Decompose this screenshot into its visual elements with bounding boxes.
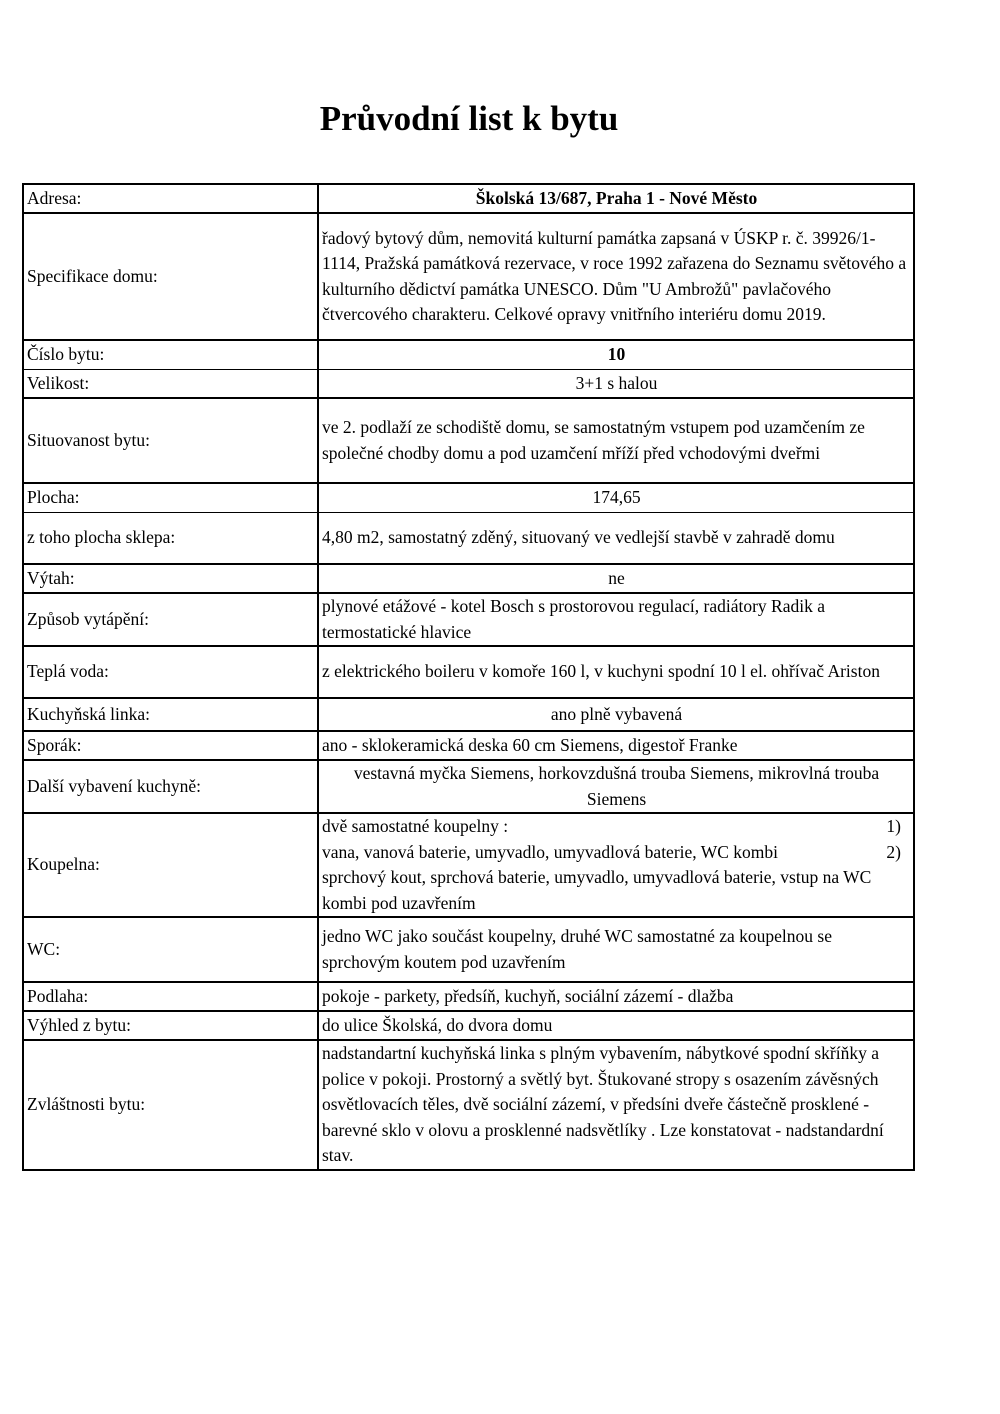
label-features: Zvláštnosti bytu: <box>23 1040 318 1170</box>
value-kitchen-unit: ano plně vybavená <box>318 698 914 731</box>
bathroom-line-1-text: dvě samostatné koupelny : <box>322 816 509 836</box>
row-heating <box>23 593 914 646</box>
value-features: nadstandartní kuchyňská linka s plným vybavením, nábytkové spodní skříňky a police v pokoji. Prostorný a světlý byt. Štukované stropy s osazením závěsných osvětlovacích těles, dvě sociální zázemí, v předsíni dveře částečně prosklené - barevné sklo v olovu a prosklenné nadsvětlíky . Lze konstatovat - nadstandardní stav. <box>318 1040 914 1170</box>
row-stove <box>23 731 914 760</box>
row-bathroom <box>23 813 914 917</box>
value-hot-water: z elektrického boileru v komoře 160 l, v kuchyni spodní 10 l el. ohřívač Ariston <box>318 646 914 698</box>
bathroom-line-1 <box>322 814 911 840</box>
value-view: do ulice Školská, do dvora domu <box>318 1011 914 1040</box>
value-stove: ano - sklokeramická deska 60 cm Siemens, digestoř Franke <box>318 731 914 760</box>
value-house-spec: řadový bytový dům, nemovitá kulturní památka zapsaná v ÚSKP r. č. 39926/1-1114, Pražská památková rezervace, v roce 1992 zařazena do Seznamu světového a kulturního dědictví památka UNESCO. Dům "U Ambrožů" pavlačového čtvercového charakteru. Celkové opravy vnitřního interiéru domu 2019. <box>318 213 914 340</box>
value-floor: pokoje - parkety, předsíň, kuchyň, sociální zázemí - dlažba <box>318 982 914 1011</box>
label-floor: Podlaha: <box>23 982 318 1011</box>
label-area: Plocha: <box>23 483 318 512</box>
row-house-spec <box>23 213 914 340</box>
value-heating: plynové etážové - kotel Bosch s prostorovou regulací, radiátory Radik a termostatické hlavice <box>318 593 914 646</box>
row-elevator <box>23 564 914 593</box>
value-flat-number: 10 <box>318 340 914 369</box>
value-location: ve 2. podlaží ze schodiště domu, se samostatným vstupem pod uzamčením ze společné chodby domu a pod uzamčení mříží před vchodovými dveřmi <box>318 398 914 483</box>
label-elevator: Výtah: <box>23 564 318 593</box>
row-view <box>23 1011 914 1040</box>
label-view: Výhled z bytu: <box>23 1011 318 1040</box>
row-features <box>23 1040 914 1170</box>
row-kitchen-unit <box>23 698 914 731</box>
value-elevator: ne <box>318 564 914 593</box>
label-kitchen-extra: Další vybavení kuchyně: <box>23 760 318 813</box>
bathroom-number-2: 2) <box>886 841 901 862</box>
bathroom-number-1: 1) <box>886 816 901 836</box>
bathroom-line-3: sprchový kout, sprchová baterie, umyvadlo, umyvadlová baterie, vstup na WC kombi pod uzavřením <box>322 867 872 913</box>
label-flat-number: Číslo bytu: <box>23 340 318 369</box>
label-wc: WC: <box>23 917 318 982</box>
row-address <box>23 184 914 213</box>
row-kitchen-extra <box>23 760 914 813</box>
label-hot-water: Teplá voda: <box>23 646 318 698</box>
row-floor <box>23 982 914 1011</box>
label-stove: Sporák: <box>23 731 318 760</box>
bathroom-line-2-text: vana, vanová baterie, umyvadlo, umyvadlová baterie, WC kombi <box>322 841 778 862</box>
value-address: Školská 13/687, Praha 1 - Nové Město <box>318 184 914 213</box>
label-heating: Způsob vytápění: <box>23 593 318 646</box>
row-cellar-area <box>23 512 914 564</box>
value-kitchen-extra: vestavná myčka Siemens, horkovzdušná trouba Siemens, mikrovlná trouba Siemens <box>318 760 914 813</box>
row-wc <box>23 917 914 982</box>
bathroom-line-2 <box>322 840 911 866</box>
value-bathroom <box>318 813 914 917</box>
value-area: 174,65 <box>318 483 914 512</box>
row-location <box>23 398 914 483</box>
value-cellar-area: 4,80 m2, samostatný zděný, situovaný ve vedlejší stavbě v zahradě domu <box>318 512 914 564</box>
label-location: Situovanost bytu: <box>23 398 318 483</box>
row-flat-number <box>23 340 914 369</box>
label-address: Adresa: <box>23 184 318 213</box>
row-area <box>23 483 914 512</box>
value-size: 3+1 s halou <box>318 369 914 398</box>
value-wc: jedno WC jako součást koupelny, druhé WC samostatné za koupelnou se sprchovým koutem pod uzavřením <box>318 917 914 982</box>
apartment-info-table <box>22 183 915 1171</box>
page-title: Průvodní list k bytu <box>319 99 619 138</box>
label-house-spec: Specifikace domu: <box>23 213 318 340</box>
label-kitchen-unit: Kuchyňská linka: <box>23 698 318 731</box>
row-size <box>23 369 914 398</box>
row-hot-water <box>23 646 914 698</box>
label-size: Velikost: <box>23 369 318 398</box>
label-cellar-area: z toho plocha sklepa: <box>23 512 318 564</box>
label-bathroom: Koupelna: <box>23 813 318 917</box>
